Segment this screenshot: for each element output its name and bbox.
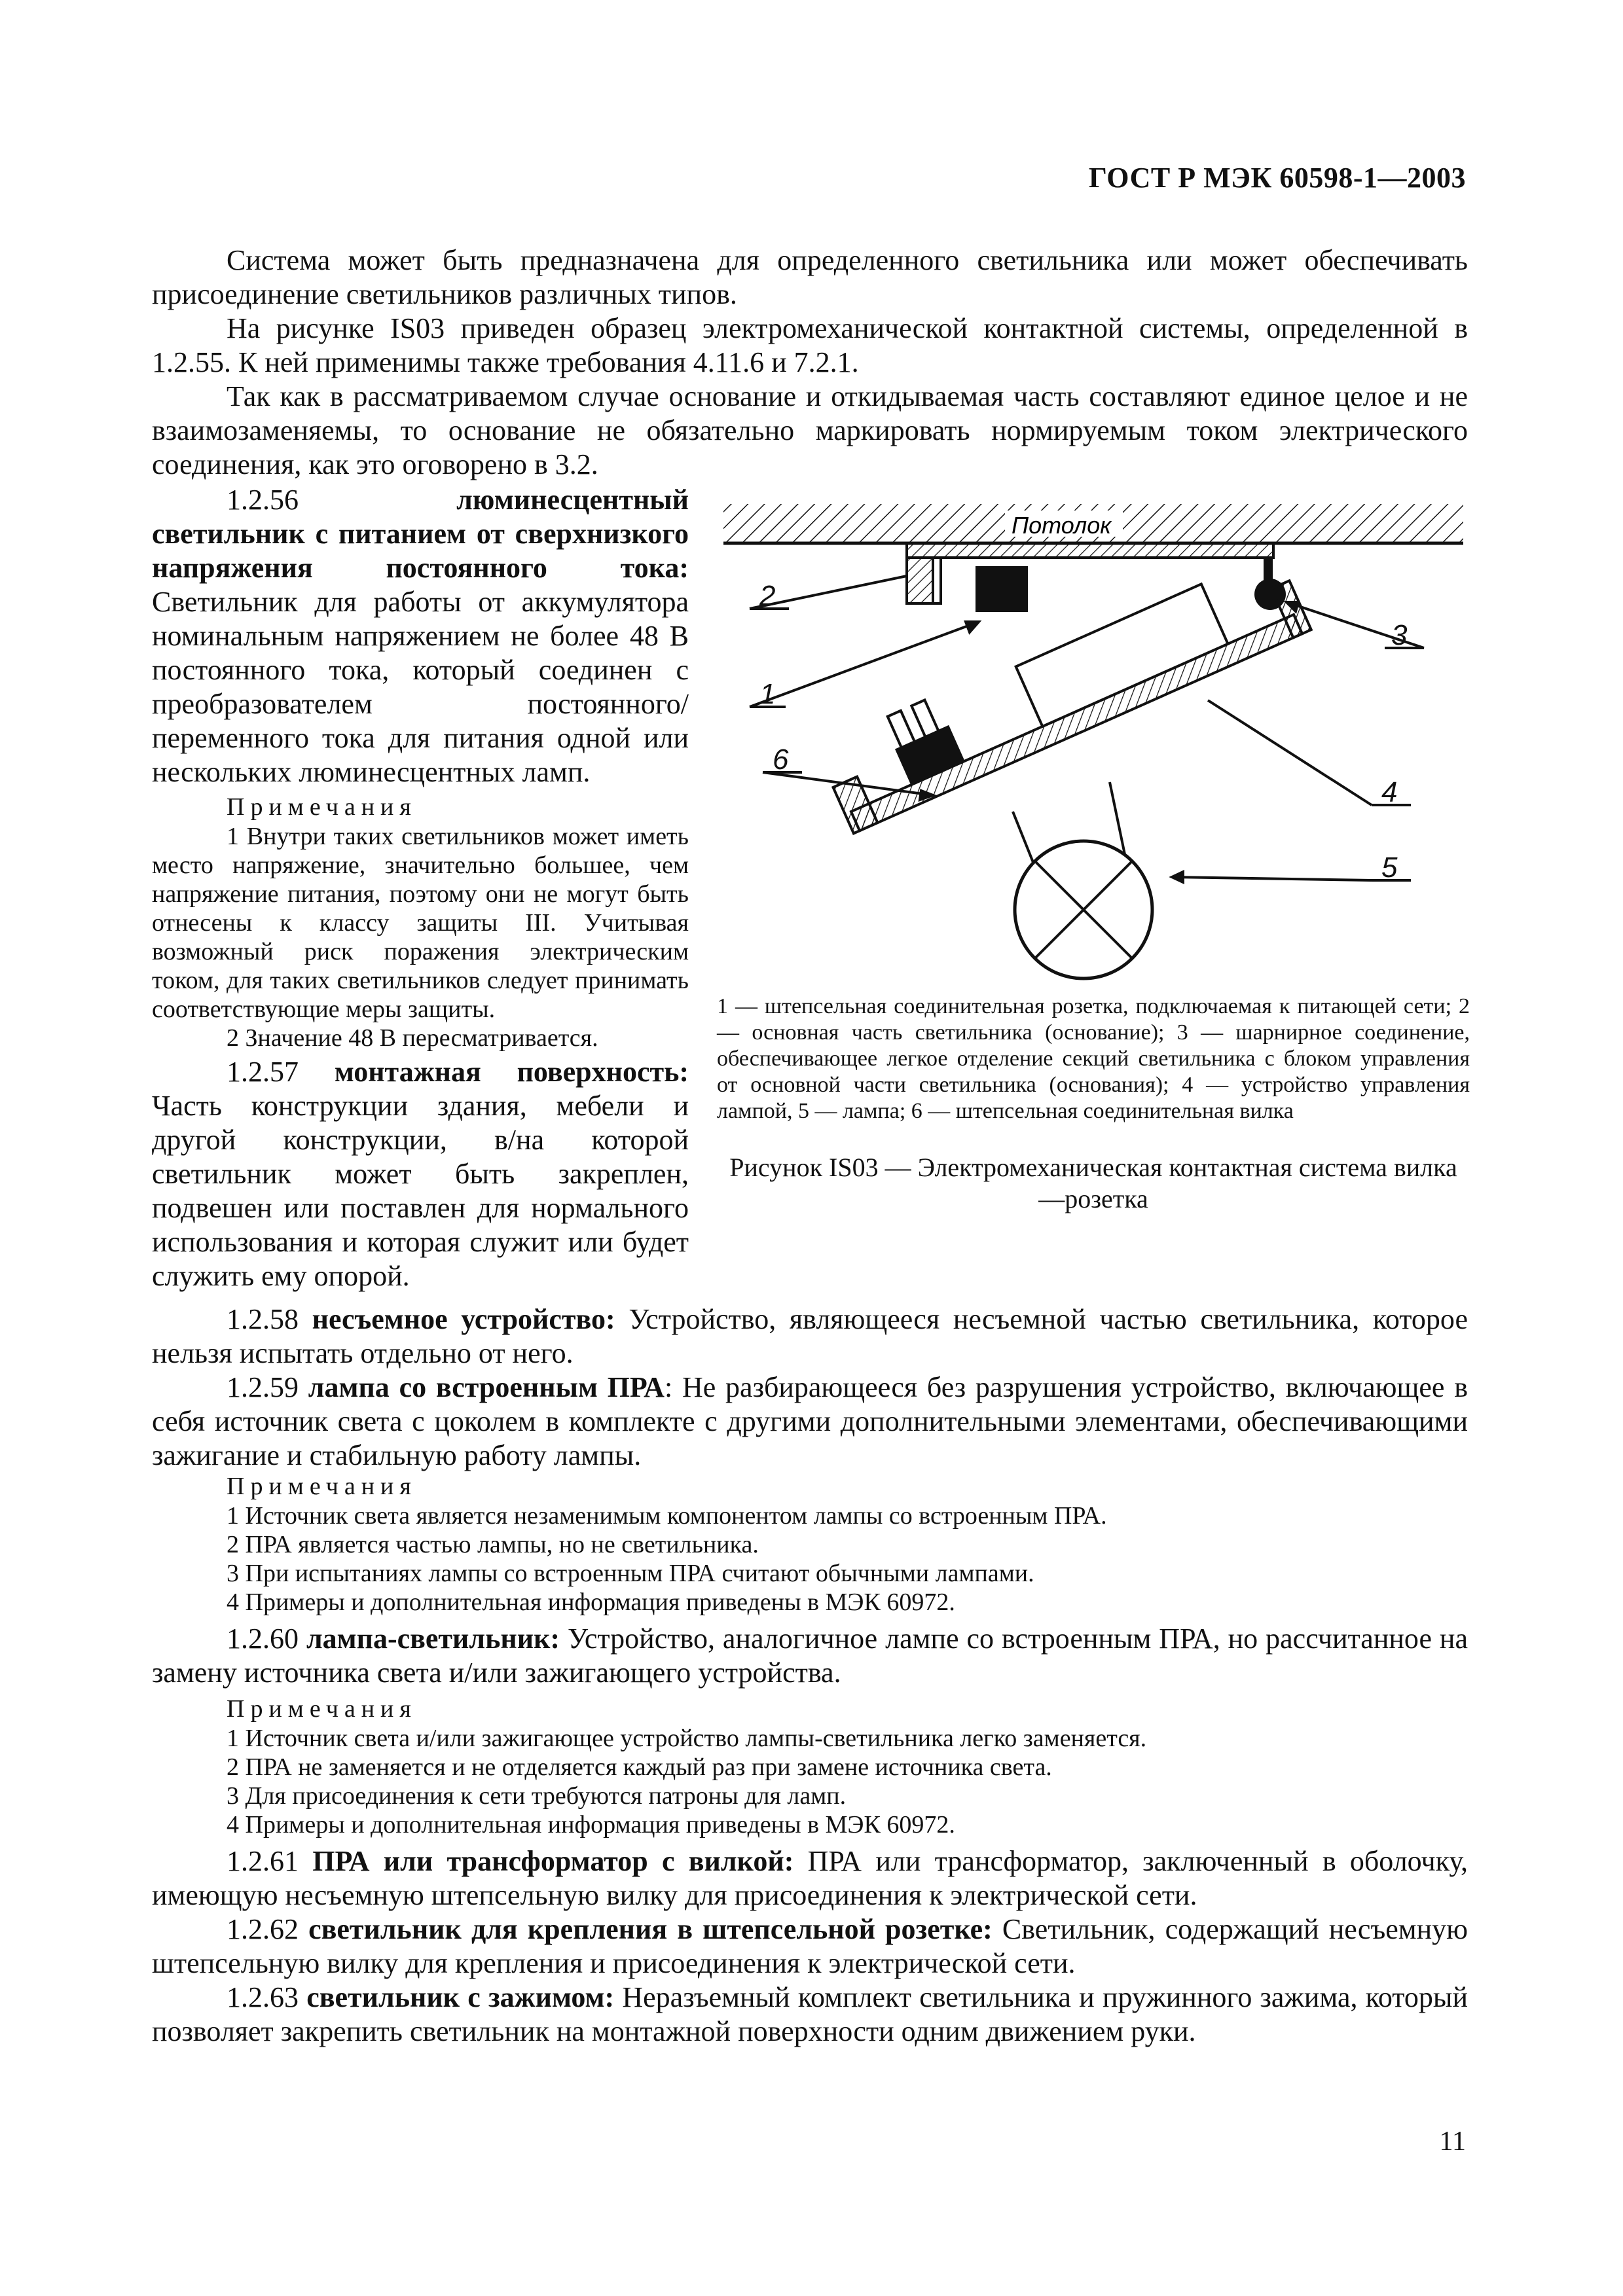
clause-number: 1.2.61 — [227, 1845, 299, 1877]
label-3: 3 — [1391, 619, 1408, 651]
label-2: 2 — [759, 580, 776, 612]
intro-paragraph-1: Система может быть предназначена для определенного светильника или может обеспечивать присоединение светильников различных типов. — [152, 244, 1468, 310]
clause-1-2-59 — [152, 1371, 1468, 1473]
note-item: 4 Примеры и дополнительная информация приведены в МЭК 60972. — [227, 1811, 955, 1839]
clause-1-2-63 — [152, 1981, 1468, 2049]
clause-text: Часть конструкции здания, мебели и другой конструкции, в/на которой светильник может быть закреплен, подвешен или поставлен для нормального использования и которая служит или будет служить ему опорой. — [152, 1090, 689, 1292]
clause-text: Светильник, содержащий несъемную штепсельную вилку для крепления и присоединения к электрической сети. — [152, 1913, 1468, 1979]
notes-1-2-59 — [152, 1471, 1468, 1617]
clause-1-2-56 — [152, 483, 689, 789]
notes-1-2-60 — [152, 1694, 1468, 1839]
document-header: ГОСТ Р МЭК 60598-1—2003 — [1088, 162, 1466, 194]
clause-number: 1.2.63 — [227, 1981, 299, 2013]
clause-text: Неразъемный комплект светильника и пружинного зажима, который позволяет закрепить светильник на монтажной поверхности одним движением руки. — [152, 1981, 1468, 2047]
note-item: 4 Примеры и дополнительная информация приведены в МЭК 60972. — [227, 1588, 955, 1616]
lamp — [1013, 782, 1152, 978]
clause-number: 1.2.57 — [227, 1056, 299, 1088]
clause-1-2-57 — [152, 1055, 689, 1293]
note-item: 3 Для присоединения к сети требуются патроны для ламп. — [227, 1782, 847, 1810]
label-4: 4 — [1381, 776, 1398, 808]
note-item: 3 При испытаниях лампы со встроенным ПРА считают обычными лампами. — [227, 1560, 1034, 1587]
clause-number: 1.2.60 — [227, 1623, 299, 1655]
ceiling — [723, 504, 1463, 543]
legend-text: 1 — штепсельная соединительная розетка, подключаемая к питающей сети; 2 — основная часть светильника (основание); 3 — шарнирное соединение, обеспечивающее легкое отделение секций светильника с блоком управления от основной части светильника (основания); 4 — устройство управления лампой, 5 — лампа; 6 — штепсельная соединительная вилка — [717, 994, 1470, 1123]
clause-term: лампа-светильник: — [306, 1623, 560, 1655]
note-item: 2 ПРА не заменяется и не отделяется каждый раз при замене источника света. — [227, 1753, 1052, 1781]
clause-1-2-62 — [152, 1912, 1468, 1981]
figure-is03-diagram — [717, 484, 1473, 1001]
left-column — [152, 483, 689, 1293]
clause-term: люминесцентный светильник с питанием от сверхнизкого напряжения постоянного тока: — [152, 484, 689, 584]
clause-1-2-58 — [152, 1302, 1468, 1371]
clause-number: 1.2.59 — [227, 1371, 299, 1403]
clause-term: несъемное устройство: — [312, 1303, 615, 1335]
clause-1-2-61 — [152, 1844, 1468, 1912]
note-2: 2 Значение 48 В пересматривается. — [227, 1024, 598, 1052]
intro-paragraph-2: На рисунке IS03 приведен образец электромеханической контактной системы, определенной в 1.2.55. К ней применимы также требования 4.11.6 и 7.2.1. — [152, 312, 1468, 378]
notes-heading: Примечания — [227, 1473, 417, 1500]
notes-heading: Примечания — [227, 793, 417, 821]
label-1: 1 — [759, 678, 776, 710]
note-item: 2 ПРА является частью лампы, но не светильника. — [227, 1531, 759, 1558]
clause-term: светильник для крепления в штепсельной розетке: — [308, 1913, 993, 1945]
socket-block — [976, 566, 1028, 612]
clause-term: монтажная поверхность: — [334, 1056, 689, 1088]
clause-text: Светильник для работы от аккумулятора номинальным напряжением не более 48 В постоянного тока, который соединен с преобразователем постоянного/переменного тока для питания одной или нескольких люминесцентных ламп. — [152, 586, 689, 788]
page-number: 11 — [1439, 2126, 1466, 2157]
note-1: 1 Внутри таких светильников может иметь место напряжение, значительно большее, чем напряжение питания, поэтому они не могут быть отнесены к классу защиты III. Учитывая возможный риск поражения электрическим током, для таких светильников следует принимать соответствующие меры защиты. — [152, 823, 689, 1023]
clause-text: : Не разбирающееся без разрушения устройство, включающее в себя источник света с цоколем в комплекте с другими дополнительными элементами, обеспечивающими зажигание и стабильную работу лампы. — [152, 1371, 1468, 1471]
clause-1-2-60 — [152, 1622, 1468, 1690]
label-6: 6 — [773, 744, 789, 776]
intro-paragraph-3: Так как в рассматриваемом случае основание и откидываемая часть составляют единое целое и не взаимозаменяемы, то основание не обязательно маркировать нормируемым током электрического соединения, как это оговорено в 3.2. — [152, 380, 1468, 480]
figure-legend — [717, 994, 1470, 1124]
clause-term: лампа со встроенным ПРА — [308, 1371, 665, 1403]
label-5: 5 — [1381, 852, 1398, 884]
note-item: 1 Источник света является незаменимым компонентом лампы со встроенным ПРА. — [227, 1502, 1107, 1530]
clause-number: 1.2.58 — [227, 1303, 299, 1335]
note-item: 1 Источник света и/или зажигающее устройство лампы-светильника легко заменяется. — [227, 1725, 1147, 1752]
luminaire-base — [907, 543, 1273, 603]
clause-term: ПРА или трансформатор с вилкой: — [312, 1845, 794, 1877]
notes-heading: Примечания — [227, 1695, 417, 1723]
clause-text: ПРА или трансформатор, заключенный в оболочку, имеющую несъемную штепсельную вилку для присоединения к электрической сети. — [152, 1845, 1468, 1911]
clause-number: 1.2.56 — [227, 484, 299, 516]
clause-term: светильник с зажимом: — [306, 1981, 615, 2013]
clause-text: Устройство, аналогичное лампе со встроенным ПРА, но рассчитанное на замену источника света и/или зажигающего устройства. — [152, 1623, 1468, 1689]
clause-number: 1.2.62 — [227, 1913, 299, 1945]
ceiling-label: Потолок — [1012, 512, 1112, 539]
clause-text: Устройство, являющееся несъемной частью светильника, которое нельзя испытать отдельно от него. — [152, 1303, 1468, 1369]
figure-caption: Рисунок IS03 — Электромеханическая контактная система вилка—розетка — [729, 1153, 1457, 1213]
